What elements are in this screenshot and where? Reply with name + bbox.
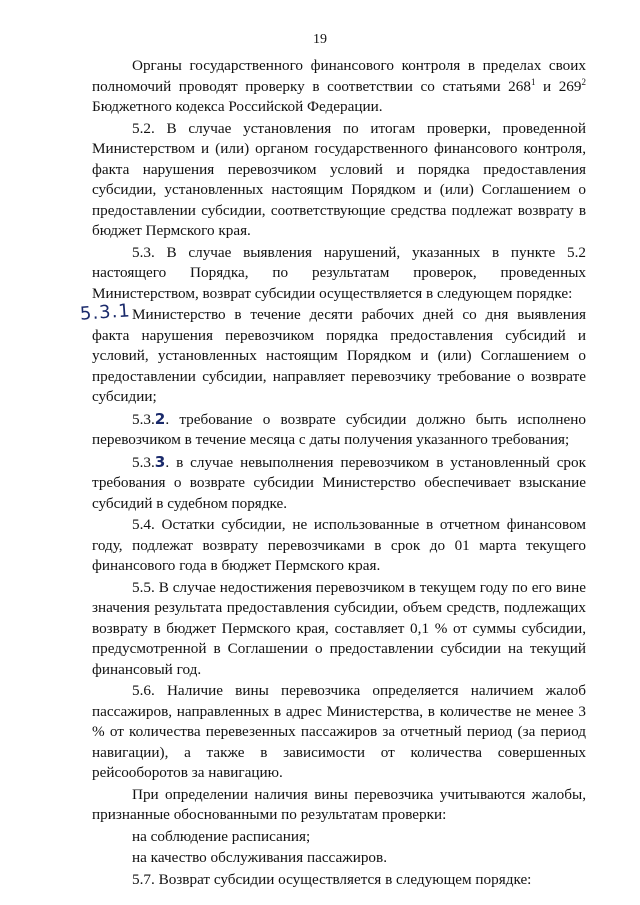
paragraph-5-3-2: 5.3.2. требование о возврате субсидии должно быть исполнено перевозчиком в течение месяца с даты получения указанного требования; [92,409,586,448]
handwritten-numbering-mark: 5.3.1 [79,300,132,325]
paragraph-5-3-1: Министерство в течение десяти рабочих дней со дня выявления факта нарушения перевозчиком порядка предоставления субсидий и условий, установленных настоящим Порядком и (или) Соглашением о предоставлении субсидии, направляет перевозчику требование о возврате субсидии; [92,306,586,405]
handwritten-correction: 2 [154,409,166,428]
list-item-service: на качество обслуживания пассажиров. [132,849,387,866]
paragraph-5-4: 5.4. Остатки субсидии, не использованные в отчетном финансовом году, подлежат возврату перевозчиками в срок до 01 марта текущего финансового года в бюджет Пермского края. [92,516,586,574]
paragraph-5-5: 5.5. В случае недостижения перевозчиком в текущем году по его вине значения результата предоставления субсидии, объем средств, подлежащих возврату в бюджет Пермского края, составляет 0,1 % от суммы субсидии, предусмотренной в Соглашении о предоставлении субсидии на текущий финансовый год. [92,578,586,678]
paragraph-5-7: 5.7. Возврат субсидии осуществляется в следующем порядке: [132,870,532,888]
document-body [79,56,586,890]
paragraph-audit-bodies: Органы государственного финансового контроля в пределах своих полномочий проводят проверку в соответствии со статьями $268^1$ и $269^2$ Бюджетного кодекса Российской Федерации. [92,57,586,115]
paragraph-5-2: 5.2. В случае установления по итогам проверки, проведенной Министерством и (или) органом государственного финансового контроля, факта нарушения перевозчиком условий и порядка предоставления субсидии, установленных настоящим Порядком и (или) Соглашением о предоставлении субсидии, соответствующие средства подлежат возврату в бюджет Пермского края. [92,119,586,239]
paragraph-5-3: 5.3. В случае выявления нарушений, указанных в пункте 5.2 настоящего Порядка, по результатам проверок, проведенных Министерством, возврат субсидии осуществляется в следующем порядке: [92,243,586,302]
paragraph-5-3-3: 5.3.3. в случае невыполнения перевозчиком в установленный срок требования о возврате субсидии Министерство обеспечивает взыскание субсидий в судебном порядке. [92,452,586,512]
page-number: 19 [313,32,327,47]
list-item-schedule: на соблюдение расписания; [132,827,311,845]
handwritten-correction: 3 [154,452,166,471]
paragraph-5-6: 5.6. Наличие вины перевозчика определяется наличием жалоб пассажиров, направленных в адрес Министерства, в количестве не менее 3 % от количества перевезенных пассажиров за отчетный период (за период навигации), а также в зависимости от количества совершенных рейсооборотов за навигацию. [92,682,586,781]
paragraph-complaints: При определении наличия вины перевозчика учитываются жалобы, признанные обоснованными по результатам проверки: [92,785,586,823]
